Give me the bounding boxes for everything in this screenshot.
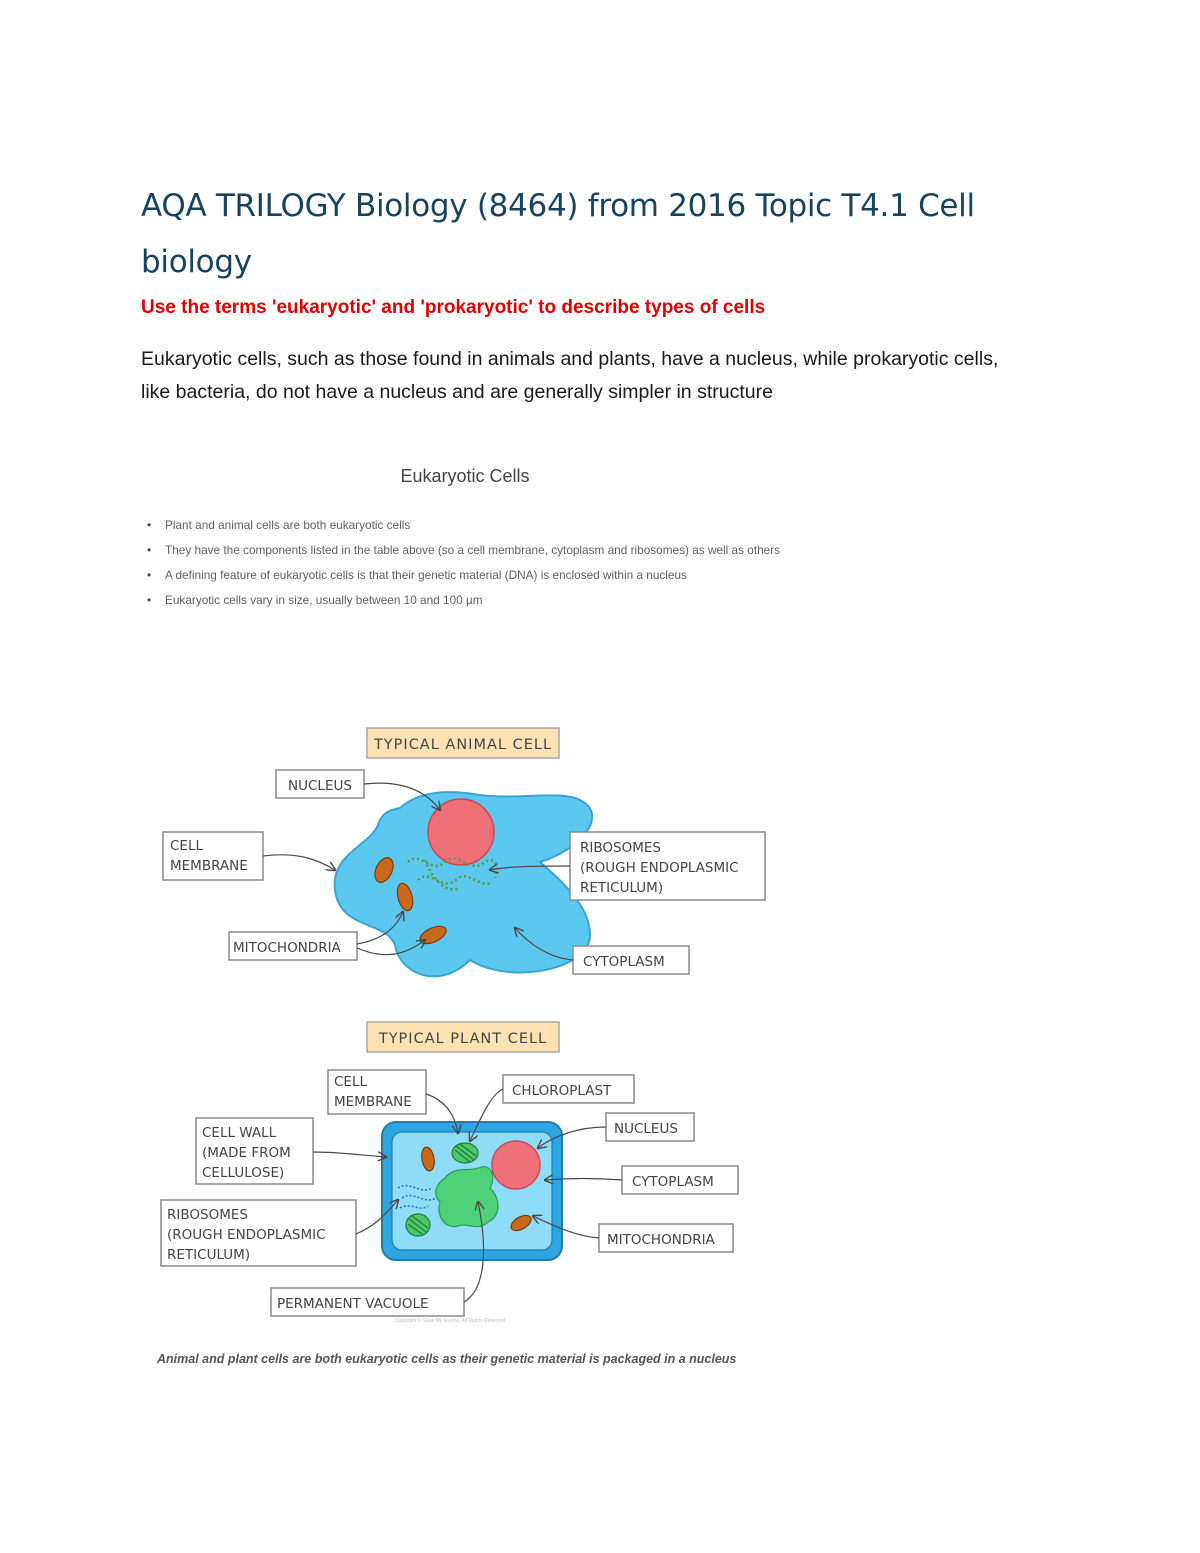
svg-text:CELL: CELL	[170, 838, 203, 854]
eukaryotic-cells-title: Eukaryotic Cells	[400, 466, 530, 486]
svg-text:CELLULOSE): CELLULOSE)	[202, 1165, 285, 1181]
bullet-item: • Plant and animal cells are both eukaryotic cells	[165, 515, 825, 535]
plant-cell-header	[367, 1022, 559, 1052]
svg-text:(ROUGH ENDOPLASMIC: (ROUGH ENDOPLASMIC	[580, 860, 739, 876]
svg-text:TYPICAL ANIMAL CELL: TYPICAL ANIMAL CELL	[373, 737, 553, 753]
svg-text:RIBOSOMES: RIBOSOMES	[580, 840, 661, 856]
svg-text:(ROUGH ENDOPLASMIC: (ROUGH ENDOPLASMIC	[167, 1227, 326, 1243]
copyright-watermark: Copyright © Save My Exams. All Rights Reserved	[395, 1318, 506, 1324]
svg-text:PERMANENT VACUOLE: PERMANENT VACUOLE	[277, 1296, 429, 1312]
svg-text:MITOCHONDRIA: MITOCHONDRIA	[233, 940, 341, 956]
plant-wall-label	[196, 1118, 386, 1184]
bullet-item: • A defining feature of eukaryotic cells is that their genetic material (DNA) is enclosed within a nucleus	[165, 565, 825, 585]
bullet-item: • They have the components listed in the table above (so a cell membrane, cytoplasm and ribosomes) as well as others	[165, 540, 825, 560]
plant-nucleus	[492, 1141, 540, 1189]
section-heading: Use the terms 'eukaryotic' and 'prokaryotic' to describe types of cells	[141, 297, 766, 318]
svg-text:CYTOPLASM: CYTOPLASM	[632, 1174, 714, 1190]
svg-text:CELL WALL: CELL WALL	[202, 1125, 277, 1141]
animal-nucleus	[428, 799, 494, 865]
svg-text:(MADE FROM: (MADE FROM	[202, 1145, 291, 1161]
svg-text:CHLOROPLAST: CHLOROPLAST	[512, 1083, 612, 1099]
svg-text:TYPICAL PLANT CELL: TYPICAL PLANT CELL	[378, 1031, 548, 1047]
svg-text:RIBOSOMES: RIBOSOMES	[167, 1207, 248, 1223]
bullet-item: • Eukaryotic cells vary in size, usually between 10 and 100 µm	[165, 590, 825, 610]
svg-text:MEMBRANE: MEMBRANE	[334, 1094, 412, 1110]
figure-caption: Animal and plant cells are both eukaryotic cells as their genetic material is packaged in a nucleus	[157, 1352, 737, 1366]
svg-text:MEMBRANE: MEMBRANE	[170, 858, 248, 874]
animal-membrane-label	[163, 832, 335, 880]
plant-ribosomes-label	[161, 1200, 398, 1266]
body-paragraph: Eukaryotic cells, such as those found in animals and plants, have a nucleus, while prokaryotic cells, like bacteria, do not have a nucleus and are generally simpler in structure	[141, 348, 999, 403]
plant-cytoplasm-label	[545, 1166, 738, 1194]
svg-text:NUCLEUS: NUCLEUS	[614, 1121, 678, 1137]
svg-text:RETICULUM): RETICULUM)	[167, 1247, 251, 1263]
page-title: AQA TRILOGY Biology (8464) from 2016 Topic T4.1 Cell biology	[141, 188, 975, 280]
svg-text:NUCLEUS: NUCLEUS	[288, 778, 352, 794]
svg-text:CELL: CELL	[334, 1074, 367, 1090]
svg-text:RETICULUM): RETICULUM)	[580, 880, 664, 896]
svg-text:CYTOPLASM: CYTOPLASM	[583, 954, 665, 970]
svg-text:MITOCHONDRIA: MITOCHONDRIA	[607, 1232, 715, 1248]
animal-cell-header	[367, 728, 559, 758]
